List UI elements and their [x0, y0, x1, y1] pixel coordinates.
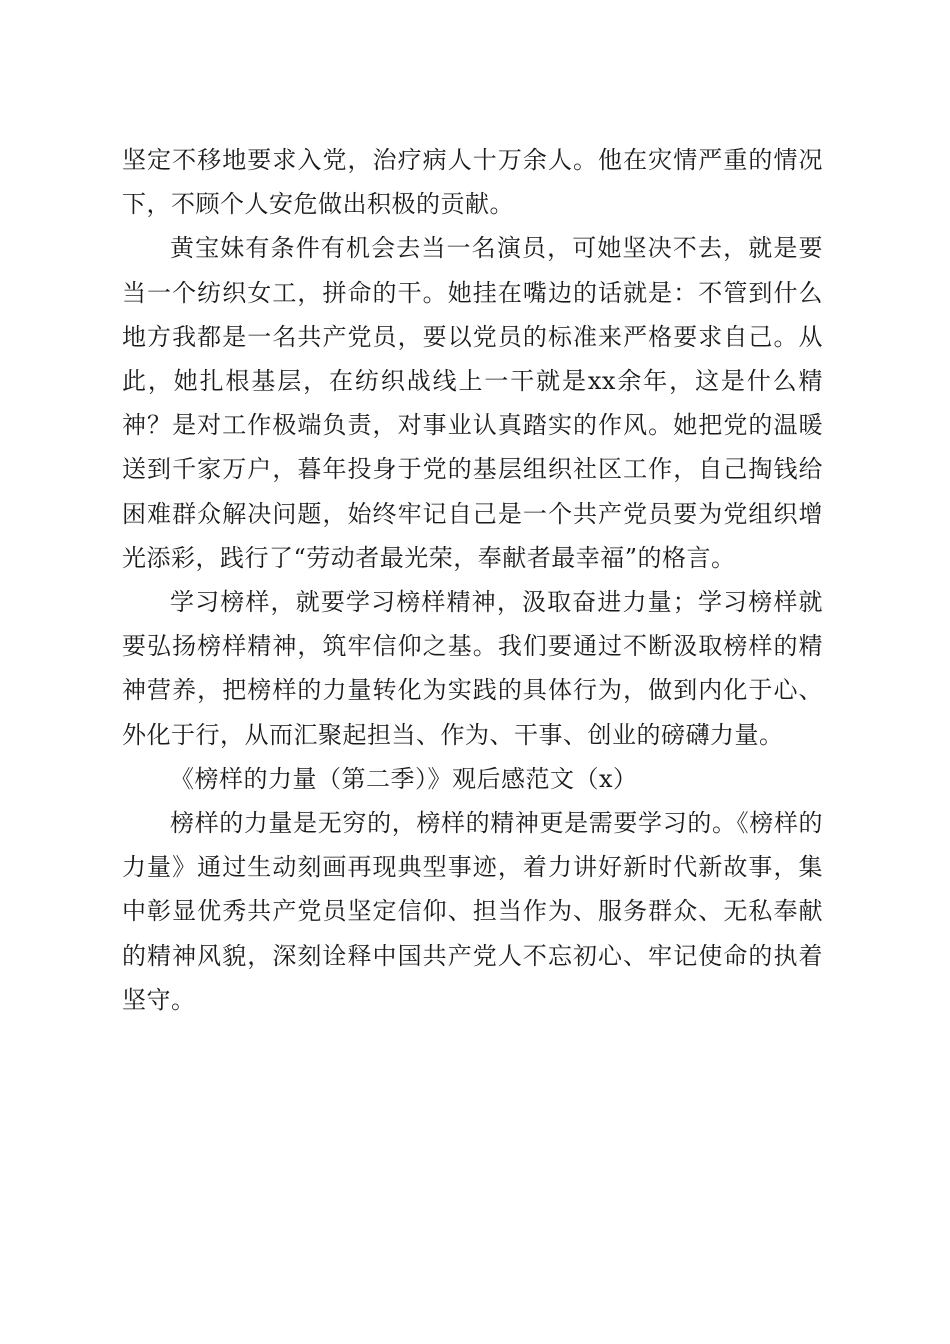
paragraph-huang-baomei: 黄宝妹有条件有机会去当一名演员，可她坚决不去，就是要当一个纺织女工，拼命的干。她挂在嘴边的话就是：不管到什么地方我都是一名共产党员，要以党员的标准来严格要求自己。从此，她扎根基层，在纺织战线上一干就是xx余年，这是什么精神？是对工作极端负责，对事业认真踏实的作风。她把党的温暖送到千家万户，暮年投身于党的基层组织社区工作，自己掏钱给困难群众解决问题，始终牢记自己是一个共产党员要为党组织增光添彩，践行了“劳动者最光荣，奉献者最幸福”的格言。	[122, 234, 823, 572]
section-heading: 《榜样的力量（第二季）》观后感范文（x）	[170, 764, 638, 793]
paragraph-continued: 坚定不移地要求入党，治疗病人十万余人。他在灾情严重的情况下，不顾个人安危做出积极的贡献。	[122, 146, 823, 219]
paragraph-learn-from-role-models: 学习榜样，就要学习榜样精神，汲取奋进力量；学习榜样就要弘扬榜样精神，筑牢信仰之基。我们要通过不断汲取榜样的精神营养，把榜样的力量转化为实践的具体行为，做到内化于心、外化于行，从而汇聚起担当、作为、干事、创业的磅礴力量。	[122, 588, 823, 749]
document-body	[122, 138, 823, 1022]
paragraph-power-of-role-models: 榜样的力量是无穷的，榜样的精神更是需要学习的。《榜样的力量》通过生动刻画再现典型事迹，着力讲好新时代新故事，集中彰显优秀共产党员坚定信仰、担当作为、服务群众、无私奉献的精神风貌，深刻诠释中国共产党人不忘初心、牢记使命的执着坚守。	[122, 809, 823, 1014]
